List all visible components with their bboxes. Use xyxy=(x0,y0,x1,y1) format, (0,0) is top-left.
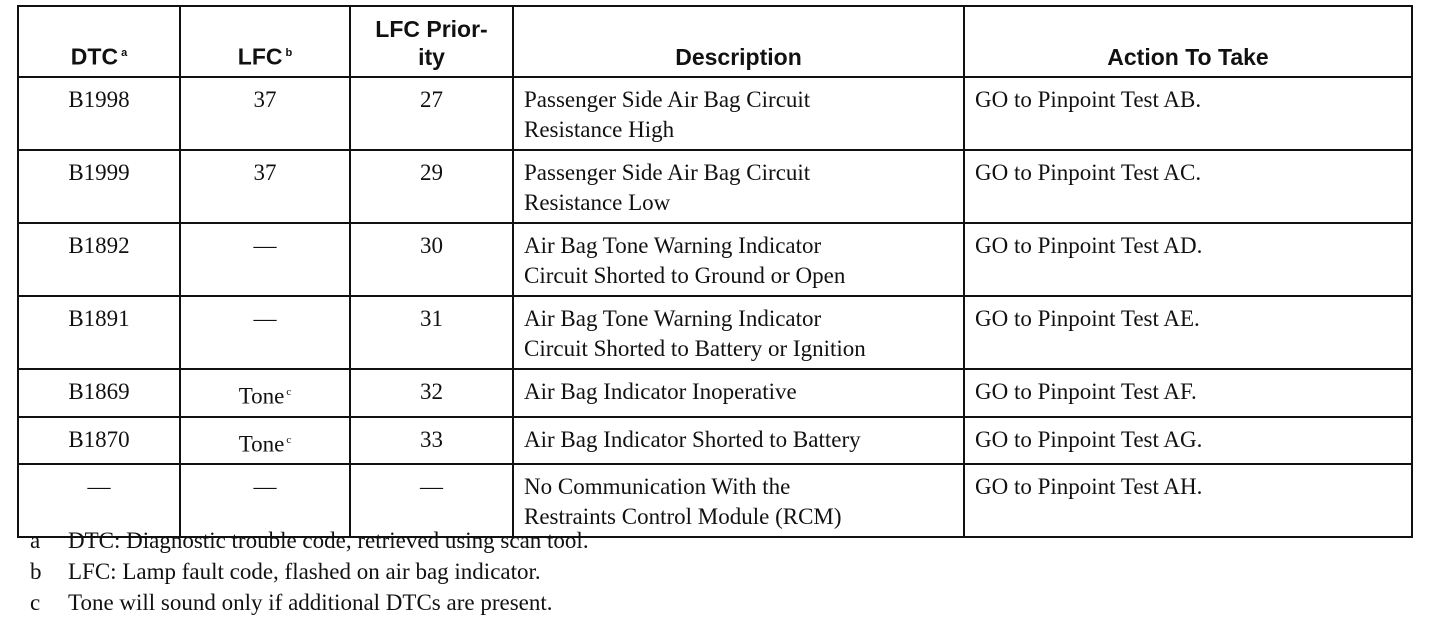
cell-priority: — xyxy=(350,464,513,537)
description-line2: Circuit Shorted to Battery or Ignition xyxy=(524,336,866,361)
footnote-key: c xyxy=(30,590,41,615)
footnote-item xyxy=(30,525,589,556)
footnote-key: a xyxy=(30,528,41,553)
dtc-table xyxy=(17,5,1413,538)
cell-lfc xyxy=(180,296,350,369)
header-lfc-priority xyxy=(350,6,513,77)
footnote-key: b xyxy=(30,559,42,584)
footnotes xyxy=(30,525,589,618)
cell-lfc xyxy=(180,369,350,417)
cell-dtc: B1892 xyxy=(18,223,180,296)
cell-lfc-value: 37 xyxy=(253,160,277,185)
cell-lfc xyxy=(180,150,350,223)
footnote-text: DTC: Diagnostic trouble code, retrieved using scan tool. xyxy=(68,528,589,553)
cell-dtc: B1870 xyxy=(18,417,180,465)
cell-priority: 32 xyxy=(350,369,513,417)
cell-action: GO to Pinpoint Test AB. xyxy=(964,77,1412,150)
header-dtc-note: a xyxy=(121,47,128,60)
cell-action: GO to Pinpoint Test AH. xyxy=(964,464,1412,537)
table-header-row xyxy=(18,6,1412,77)
description-line1: Air Bag Tone Warning Indicator xyxy=(524,233,822,258)
cell-description xyxy=(513,369,964,417)
description-line1: Air Bag Indicator Shorted to Battery xyxy=(524,426,861,452)
cell-lfc-value: 37 xyxy=(253,87,277,112)
table-row xyxy=(18,296,1412,369)
cell-lfc-value: — xyxy=(253,306,277,331)
footnote-text: Tone will sound only if additional DTCs are present. xyxy=(68,590,553,615)
description-line2: Resistance High xyxy=(524,117,675,142)
table-row xyxy=(18,77,1412,150)
cell-action: GO to Pinpoint Test AD. xyxy=(964,223,1412,296)
cell-priority: 27 xyxy=(350,77,513,150)
description-line1: Passenger Side Air Bag Circuit xyxy=(524,160,811,185)
cell-dtc: B1999 xyxy=(18,150,180,223)
cell-description xyxy=(513,223,964,296)
cell-lfc-value: Tone xyxy=(238,383,285,409)
cell-lfc-note: c xyxy=(286,433,292,446)
description-line1: No Communication With the xyxy=(524,474,791,500)
header-dtc xyxy=(18,6,180,77)
footnote-text: LFC: Lamp fault code, flashed on air bag indicator. xyxy=(68,559,541,584)
table-row xyxy=(18,417,1412,465)
cell-dtc: — xyxy=(18,464,180,537)
description-line1: Air Bag Indicator Inoperative xyxy=(524,379,797,404)
cell-dtc: B1869 xyxy=(18,369,180,417)
description-line2: Resistance Low xyxy=(524,190,671,215)
cell-priority: 30 xyxy=(350,223,513,296)
cell-action: GO to Pinpoint Test AC. xyxy=(964,150,1412,223)
header-lfc-label: LFC xyxy=(237,44,283,70)
cell-action: GO to Pinpoint Test AE. xyxy=(964,296,1412,369)
table-row xyxy=(18,369,1412,417)
description-line2: Restraints Control Module (RCM) xyxy=(524,504,842,530)
cell-action: GO to Pinpoint Test AG. xyxy=(964,417,1412,465)
cell-lfc-note: c xyxy=(286,386,292,398)
footnote-item xyxy=(30,587,589,618)
cell-priority: 31 xyxy=(350,296,513,369)
table-row xyxy=(18,150,1412,223)
cell-description xyxy=(513,150,964,223)
cell-priority: 33 xyxy=(350,417,513,465)
header-priority-line2: ity xyxy=(418,44,445,70)
table-row xyxy=(18,223,1412,296)
cell-lfc xyxy=(180,223,350,296)
header-lfc-note: b xyxy=(285,47,293,60)
cell-lfc-value: — xyxy=(253,233,277,258)
cell-priority: 29 xyxy=(350,150,513,223)
cell-description xyxy=(513,77,964,150)
cell-lfc-value: Tone xyxy=(238,431,285,457)
footnote-item xyxy=(30,556,589,587)
header-priority-line1: LFC Prior- xyxy=(375,16,488,42)
header-description: Description xyxy=(513,6,964,77)
description-line2: Circuit Shorted to Ground or Open xyxy=(524,263,846,288)
cell-action: GO to Pinpoint Test AF. xyxy=(964,369,1412,417)
cell-lfc-value: — xyxy=(253,474,277,500)
cell-lfc xyxy=(180,417,350,465)
cell-description xyxy=(513,296,964,369)
cell-lfc xyxy=(180,77,350,150)
header-action: Action To Take xyxy=(964,6,1412,77)
header-lfc xyxy=(180,6,350,77)
description-line1: Air Bag Tone Warning Indicator xyxy=(524,306,822,331)
header-dtc-label: DTC xyxy=(70,44,119,70)
description-line1: Passenger Side Air Bag Circuit xyxy=(524,87,811,112)
cell-dtc: B1998 xyxy=(18,77,180,150)
cell-dtc: B1891 xyxy=(18,296,180,369)
cell-description xyxy=(513,417,964,465)
